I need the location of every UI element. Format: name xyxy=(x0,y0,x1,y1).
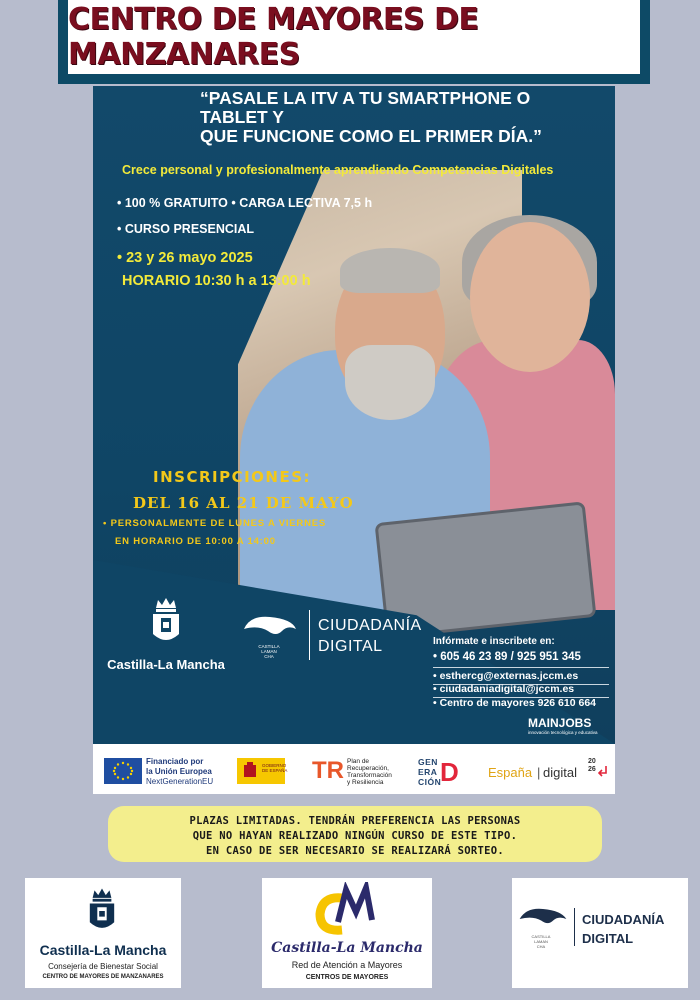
card3-line-2: DIGITAL xyxy=(582,931,634,946)
card3-small-1: CASTILLA xyxy=(531,934,551,939)
crown-castle-icon xyxy=(150,596,182,648)
woman-face xyxy=(470,222,590,372)
mainjobs-logo: MAINJOBS xyxy=(528,716,592,730)
cd-line-2: DIGITAL xyxy=(318,638,383,655)
info-phones: • 605 46 23 89 / 925 951 345 xyxy=(433,651,581,663)
inscripciones-line-1: • PERSONALMENTE DE LUNES A VIERNES xyxy=(103,518,327,529)
page-title: CENTRO DE MAYORES DE MANZANARES xyxy=(68,2,479,72)
card2-logo-text: Castilla-La Mancha xyxy=(271,940,423,956)
cd-line-1: CIUDADANÍA xyxy=(318,617,422,634)
year-line-1: 20 xyxy=(588,758,596,765)
card1-logo-text: Castilla-La Mancha xyxy=(39,942,167,958)
poster-title-line-3: QUE FUNCIONE COMO EL PRIMER DÍA.” xyxy=(200,126,542,146)
info-email-1[interactable]: • esthercg@externas.jccm.es xyxy=(433,670,579,682)
cd-small-2: LAMAN xyxy=(261,649,277,654)
inscripciones-title: INSCRIPCIONES: xyxy=(153,468,312,486)
espana-digital-year xyxy=(588,758,596,774)
gob-line-1: GOBIERNO xyxy=(262,763,287,768)
year-line-2: 26 xyxy=(588,766,596,773)
bullet-presencial: • CURSO PRESENCIAL xyxy=(117,222,255,236)
cd-divider xyxy=(309,610,310,660)
plazas-line-2: QUE NO HAYAN REALIZADO NINGÚN CURSO DE ESTE TIPO. xyxy=(192,830,518,842)
generacion-d-text-1: GEN xyxy=(418,757,438,767)
plazas-line-1: PLAZAS LIMITADAS. TENDRÁN PREFERENCIA LAS PERSONAS xyxy=(189,815,521,827)
card3-small-3: CHA xyxy=(536,944,546,949)
inscripciones-line-2: EN HORARIO DE 10:00 A 14:00 xyxy=(115,536,276,547)
card3-small-2: LAMAN xyxy=(534,939,548,944)
prtr-text-4: y Resiliencia xyxy=(347,779,384,786)
prtr-text-3: Transformación xyxy=(347,772,392,779)
card1-line-2: CENTRO DE MAYORES DE MANZANARES xyxy=(42,974,164,980)
cm-logo-icon xyxy=(312,882,382,938)
ciudadania-digital-text xyxy=(318,615,422,657)
eu-text-3: NextGenerationEU xyxy=(146,777,214,786)
logo-card-red-mayores xyxy=(262,878,432,988)
card2-line-2: CENTROS DE MAYORES xyxy=(305,974,389,981)
espana-digital-espana: España xyxy=(488,765,533,780)
card3-text xyxy=(582,910,664,948)
course-schedule: HORARIO 10:30 h a 13:00 h xyxy=(122,273,311,289)
eu-text-2: la Unión Europea xyxy=(146,767,212,776)
espana-digital-separator: | xyxy=(537,765,541,780)
poster-subtitle: Crece personal y profesionalmente aprendiendo Competencias Digitales xyxy=(122,163,554,177)
poster-title-line-2: TABLET Y xyxy=(200,107,284,127)
card3-line-1: CIUDADANÍA xyxy=(582,912,665,927)
card2-line-1: Red de Atención a Mayores xyxy=(291,960,403,970)
card3-divider xyxy=(574,908,575,946)
gob-line-2: DE ESPAÑA xyxy=(262,768,288,773)
poster-title-line-1: “PASALE LA ITV A TU SMARTPHONE O xyxy=(200,88,531,108)
info-separator xyxy=(433,667,609,668)
espana-digital-digital: digital xyxy=(543,765,577,780)
eu-text-1: Financiado por xyxy=(146,757,204,766)
course-dates: • 23 y 26 mayo 2025 xyxy=(117,250,253,266)
crown-castle-icon xyxy=(87,886,117,936)
cd-small-1: CASTILLA xyxy=(258,644,280,649)
prtr-text-2: Recuperación, xyxy=(347,765,389,772)
info-centro-phone: • Centro de mayores 926 610 664 xyxy=(433,697,597,709)
bullet-gratuito: • 100 % GRATUITO • CARGA LECTIVA 7,5 h xyxy=(117,196,373,210)
card3-small-text xyxy=(526,934,556,949)
header-box xyxy=(68,0,640,74)
gobierno-text xyxy=(262,763,287,773)
castilla-la-mancha-logo xyxy=(106,596,226,672)
generacion-d-text-2: ERA xyxy=(418,767,438,777)
logo-card-ciudadania-digital xyxy=(512,878,688,988)
plazas-line-3: EN CASO DE SER NECESARIO SE REALIZARÁ SORTEO. xyxy=(206,845,504,857)
mainjobs-tagline: innovación tecnológica y educativa xyxy=(528,730,598,735)
prtr-logo-mark: TR xyxy=(312,757,344,784)
clm-logo-text: Castilla-La Mancha xyxy=(107,657,225,672)
return-arrow-icon xyxy=(598,766,608,778)
card1-line-1: Consejería de Bienestar Social xyxy=(48,962,158,971)
generacion-d-text-3: CIÓN xyxy=(418,777,442,787)
ciudadania-digital-logo-icon xyxy=(518,904,568,934)
cd-logo-small-text xyxy=(254,644,284,659)
generacion-d-letter: D xyxy=(440,757,459,787)
eu-flag-icon xyxy=(104,758,142,784)
logo-card-consejeria xyxy=(25,878,181,988)
info-heading: Infórmate e inscribete en: xyxy=(433,636,555,647)
info-email-2[interactable]: • ciudadaniadigital@jccm.es xyxy=(433,683,575,695)
spain-coat-of-arms-icon xyxy=(242,761,258,781)
prtr-text-1: Plan de xyxy=(347,758,370,765)
man-hair xyxy=(340,248,440,293)
inscripciones-dates: DEL 16 AL 21 DE MAYO xyxy=(133,494,354,512)
plazas-limitadas-notice xyxy=(108,806,602,862)
cd-small-3: CHA xyxy=(264,654,274,659)
man-beard xyxy=(345,345,435,420)
